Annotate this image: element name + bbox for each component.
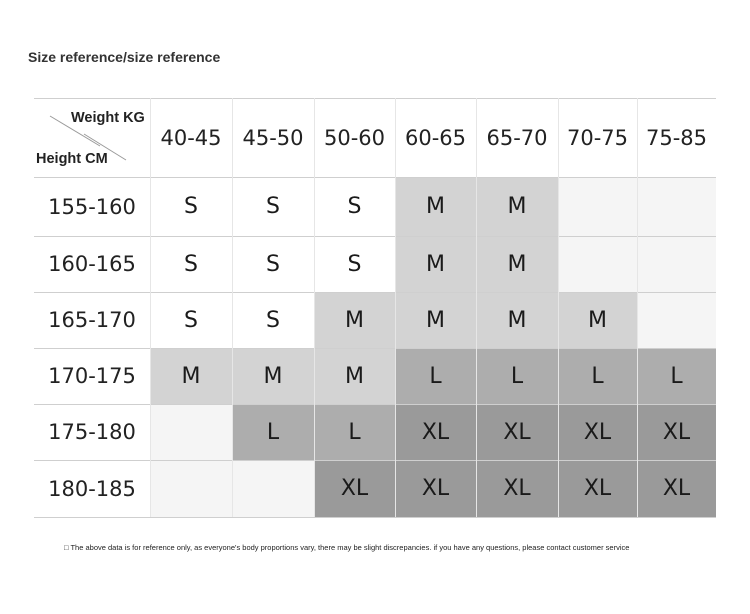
weight-axis-label: Weight KG — [71, 110, 145, 126]
size-cell: XL — [558, 404, 637, 460]
row-divider — [34, 348, 716, 349]
size-cell: M — [314, 292, 395, 348]
column-divider — [558, 98, 559, 517]
size-cell: M — [150, 348, 232, 404]
size-cell: M — [395, 177, 476, 236]
size-cell: L — [637, 348, 716, 404]
size-cell: S — [314, 236, 395, 292]
size-cell: XL — [476, 404, 558, 460]
size-cell: S — [232, 177, 314, 236]
height-row-label: 165-170 — [48, 308, 136, 332]
weight-column-header: 45-50 — [242, 125, 304, 150]
size-cell — [637, 177, 716, 236]
size-cell — [637, 236, 716, 292]
height-axis-label: Height CM — [36, 151, 108, 167]
page-title: Size reference/size reference — [28, 49, 221, 65]
column-divider — [637, 98, 638, 517]
row-divider — [34, 460, 716, 461]
column-divider — [232, 98, 233, 517]
row-divider — [34, 404, 716, 405]
table-corner-header — [34, 98, 150, 177]
row-divider — [34, 292, 716, 293]
size-cell: M — [476, 236, 558, 292]
size-cell: S — [150, 292, 232, 348]
weight-column-header: 40-45 — [160, 125, 222, 150]
size-cell: XL — [395, 404, 476, 460]
row-divider — [34, 98, 716, 99]
row-divider — [34, 177, 716, 178]
size-cell: M — [476, 292, 558, 348]
size-chart-table — [34, 98, 716, 517]
size-cell: XL — [637, 404, 716, 460]
size-cell: XL — [314, 460, 395, 517]
weight-column-header: 70-75 — [566, 125, 629, 150]
column-divider — [150, 98, 151, 517]
height-row-label: 180-185 — [48, 476, 136, 501]
height-row-label: 170-175 — [48, 364, 136, 388]
size-cell — [150, 404, 232, 460]
weight-column-header: 75-85 — [645, 125, 708, 150]
size-cell: M — [314, 348, 395, 404]
row-divider — [34, 517, 716, 518]
size-cell: S — [150, 236, 232, 292]
row-divider — [34, 236, 716, 237]
column-divider — [314, 98, 315, 517]
height-row-label: 175-180 — [48, 420, 136, 444]
height-row-label: 155-160 — [48, 194, 136, 219]
size-cell: S — [314, 177, 395, 236]
size-cell: M — [395, 292, 476, 348]
size-cell: XL — [558, 460, 637, 517]
size-cell: M — [232, 348, 314, 404]
size-cell — [150, 460, 232, 517]
disclaimer-note: □ The above data is for reference only, as everyone's body proportions vary, there may be slight discrepancies. if you have any questions, please contact customer service — [64, 543, 630, 552]
size-cell: M — [476, 177, 558, 236]
size-cell: L — [232, 404, 314, 460]
weight-column-header: 50-60 — [323, 125, 386, 150]
size-cell — [558, 177, 637, 236]
size-cell — [232, 460, 314, 517]
size-cell: S — [150, 177, 232, 236]
size-cell: S — [232, 292, 314, 348]
weight-column-header: 60-65 — [404, 125, 467, 150]
size-cell: L — [395, 348, 476, 404]
weight-column-header: 65-70 — [486, 125, 548, 150]
size-cell: S — [232, 236, 314, 292]
size-cell: M — [395, 236, 476, 292]
size-cell: XL — [395, 460, 476, 517]
column-divider — [476, 98, 477, 517]
size-cell — [637, 292, 716, 348]
size-cell: XL — [476, 460, 558, 517]
size-cell: XL — [637, 460, 716, 517]
size-cell: M — [558, 292, 637, 348]
size-cell: L — [314, 404, 395, 460]
column-divider — [395, 98, 396, 517]
size-cell: L — [476, 348, 558, 404]
size-cell: L — [558, 348, 637, 404]
size-cell — [558, 236, 637, 292]
height-row-label: 160-165 — [48, 252, 136, 276]
